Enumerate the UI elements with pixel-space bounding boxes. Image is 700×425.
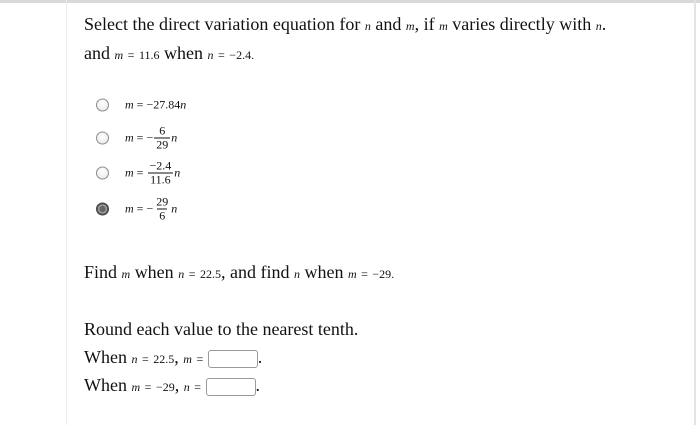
radio-choice-3[interactable]	[96, 167, 109, 180]
m-answer-input[interactable]	[208, 350, 258, 368]
radio-choice-2[interactable]	[96, 132, 109, 145]
choice-2-equation: m = − $\frac{6}{29}$ n	[125, 123, 178, 152]
radio-choice-4-selected[interactable]	[96, 203, 109, 216]
answer-row-1: When n = 22.5, m = .	[84, 347, 263, 367]
fraction: $\frac{29}{6}$	[156, 194, 169, 223]
n-answer-input[interactable]	[206, 378, 256, 396]
fraction: $\frac{-2.4}{11.6}$	[149, 158, 172, 187]
right-border	[694, 0, 696, 425]
choice-4-equation: m = − $\frac{29}{6}$ n	[125, 194, 178, 223]
radio-choice-1[interactable]	[96, 99, 109, 112]
choice-3[interactable]	[96, 153, 316, 193]
choice-4[interactable]	[96, 189, 316, 229]
choice-3-equation: m = $\frac{-2.4}{11.6}$ n	[125, 158, 181, 187]
find-instruction: Find m when n = 22.5, and find n when m = −29.	[84, 262, 395, 282]
fraction: $\frac{6}{29}$	[156, 123, 169, 152]
question-line-1: Select the direct variation equation for n and m, if m varies directly with n.	[84, 14, 607, 34]
choice-1-equation: m = −27.84 n	[125, 97, 187, 112]
round-instruction: Round each value to the nearest tenth.	[84, 319, 359, 339]
choice-2[interactable]	[96, 118, 316, 158]
top-border	[0, 0, 700, 3]
question-line-2: and m = 11.6 when n = −2.4.	[84, 43, 255, 63]
left-guide-line	[66, 0, 67, 425]
answer-row-2: When m = −29, n = .	[84, 375, 260, 395]
